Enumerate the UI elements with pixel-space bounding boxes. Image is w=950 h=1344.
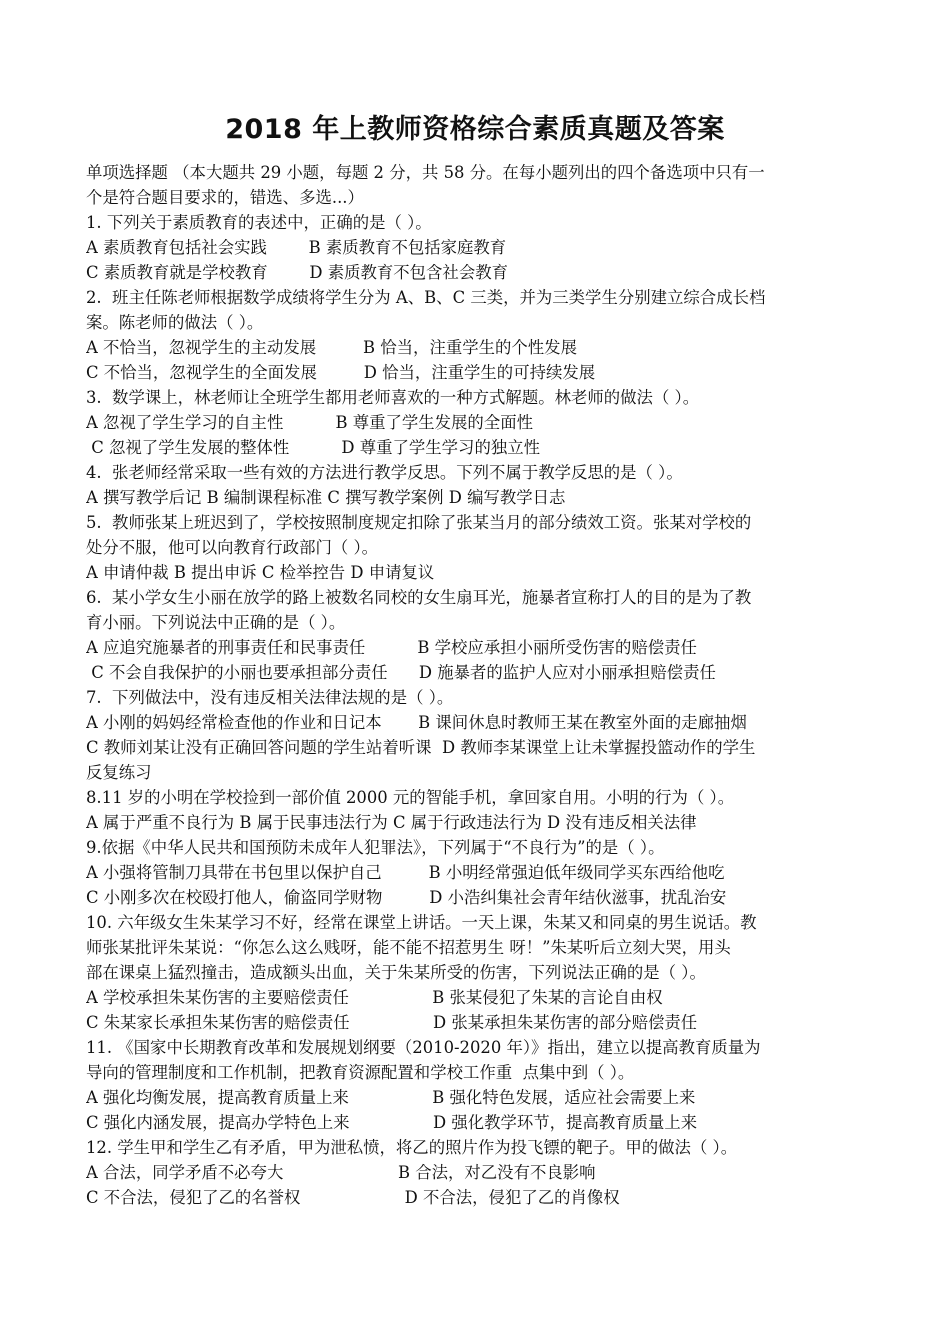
question-7-options: C 教师刘某让没有正确回答问题的学生站着听课 D 教师李某课堂上让未掌握投篮动作的学生 (86, 738, 756, 757)
question-7-options: 反复练习 (86, 763, 152, 782)
question-6-options: A 应追究施暴者的刑事责任和民事责任 B 学校应承担小丽所受伤害的赔偿责任 (86, 638, 697, 657)
question-10-stem: 10. 六年级女生朱某学习不好，经常在课堂上讲话。一天上课，朱某又和同桌的男生说话。教 (86, 913, 757, 932)
document-body (86, 160, 876, 1210)
question-10-options: A 学校承担朱某伤害的主要赔偿责任 B 张某侵犯了朱某的言论自由权 (86, 988, 663, 1007)
question-11-stem: 11. 《国家中长期教育改革和发展规划纲要（2010-2020 年）》指出，建立以提高教育质量为 (86, 1038, 761, 1057)
question-2-options: A 不恰当，忽视学生的主动发展 B 恰当，注重学生的个性发展 (86, 338, 577, 357)
question-2-options: C 不恰当，忽视学生的全面发展 D 恰当，注重学生的可持续发展 (86, 363, 596, 382)
document-title: 2018 年上教师资格综合素质真题及答案 (225, 114, 725, 145)
question-12-stem: 12. 学生甲和学生乙有矛盾，甲为泄私愤，将乙的照片作为投飞镖的靶子。甲的做法（ ）。 (86, 1138, 738, 1157)
question-12-options: A 合法，同学矛盾不必夸大 B 合法，对乙没有不良影响 (86, 1163, 596, 1182)
question-3-options: C 忽视了学生发展的整体性 D 尊重了学生学习的独立性 (86, 438, 541, 457)
question-10-stem: 部在课桌上猛烈撞击，造成额头出血，关于朱某所受的伤害，下列说法正确的是（ ）。 (86, 963, 706, 982)
question-9-stem: 9.依据《中华人民共和国预防未成年人犯罪法》，下列属于“不良行为”的是（ ）。 (86, 838, 665, 857)
question-10-stem: 师张某批评朱某说：“你怎么这么贱呀，能不能不招惹男生 呀！”朱某听后立刻大哭，用头 (86, 938, 731, 957)
text-line: 个是符合题目要求的，错选、多选...） (86, 188, 364, 207)
question-2-stem: 案。陈老师的做法（ ）。 (86, 313, 264, 332)
question-10-options: C 朱某家长承担朱某伤害的赔偿责任 D 张某承担朱某伤害的部分赔偿责任 (86, 1013, 698, 1032)
question-5-options: A 申请仲裁 B 提出申诉 C 检举控告 D 申请复议 (86, 563, 435, 582)
question-4-stem: 4. 张老师经常采取一些有效的方法进行教学反思。下列不属于教学反思的是（ ）。 (86, 463, 683, 482)
question-5-stem: 处分不服，他可以向教育行政部门（ ）。 (86, 538, 379, 557)
question-8-options: A 属于严重不良行为 B 属于民事违法行为 C 属于行政违法行为 D 没有违反相关法律 (86, 813, 697, 832)
question-1-options: C 素质教育就是学校教育 D 素质教育不包含社会教育 (86, 263, 508, 282)
question-3-stem: 3. 数学课上，林老师让全班学生都用老师喜欢的一种方式解题。林老师的做法（ ）。 (86, 388, 700, 407)
question-7-stem: 7. 下列做法中，没有违反相关法律法规的是（ ）。 (86, 688, 454, 707)
question-7-options: A 小刚的妈妈经常检查他的作业和日记本 B 课间休息时教师王某在教室外面的走廊抽烟 (86, 713, 747, 732)
question-3-options: A 忽视了学生学习的自主性 B 尊重了学生发展的全面性 (86, 413, 533, 432)
question-8-stem: 8.11 岁的小明在学校捡到一部价值 2000 元的智能手机，拿回家自用。小明的行为（ ）。 (86, 788, 735, 807)
question-6-stem: 育小丽。下列说法中正确的是（ ）。 (86, 613, 346, 632)
question-11-stem: 导向的管理制度和工作机制，把教育资源配置和学校工作重 点集中到（ ）。 (86, 1063, 635, 1082)
question-4-options: A 撰写教学后记 B 编制课程标准 C 撰写教学案例 D 编写教学日志 (86, 488, 566, 507)
question-1-options: A 素质教育包括社会实践 B 素质教育不包括家庭教育 (86, 238, 507, 257)
question-9-options: C 小刚多次在校殴打他人，偷盗同学财物 D 小浩纠集社会青年结伙滋事，扰乱治安 (86, 888, 727, 907)
text-line: 单项选择题 （本大题共 29 小题，每题 2 分，共 58 分。在每小题列出的四个备选项中只有一 (86, 163, 765, 182)
question-6-options: C 不会自我保护的小丽也要承担部分责任 D 施暴者的监护人应对小丽承担赔偿责任 (86, 663, 716, 682)
question-5-stem: 5. 教师张某上班迟到了，学校按照制度规定扣除了张某当月的部分绩效工资。张某对学校的 (86, 513, 752, 532)
question-11-options: C 强化内涵发展，提高办学特色上来 D 强化教学环节，提高教育质量上来 (86, 1113, 698, 1132)
question-1-stem: 1. 下列关于素质教育的表述中，正确的是（ ）。 (86, 213, 432, 232)
question-11-options: A 强化均衡发展，提高教育质量上来 B 强化特色发展，适应社会需要上来 (86, 1088, 696, 1107)
question-12-options: C 不合法，侵犯了乙的名誉权 D 不合法，侵犯了乙的肖像权 (86, 1188, 620, 1207)
question-2-stem: 2. 班主任陈老师根据数学成绩将学生分为 A、B、C 三类，并为三类学生分别建立综合成长档 (86, 288, 766, 307)
question-6-stem: 6. 某小学女生小丽在放学的路上被数名同校的女生扇耳光，施暴者宣称打人的目的是为了教 (86, 588, 752, 607)
question-9-options: A 小强将管制刀具带在书包里以保护自己 B 小明经常强迫低年级同学买东西给他吃 (86, 863, 725, 882)
